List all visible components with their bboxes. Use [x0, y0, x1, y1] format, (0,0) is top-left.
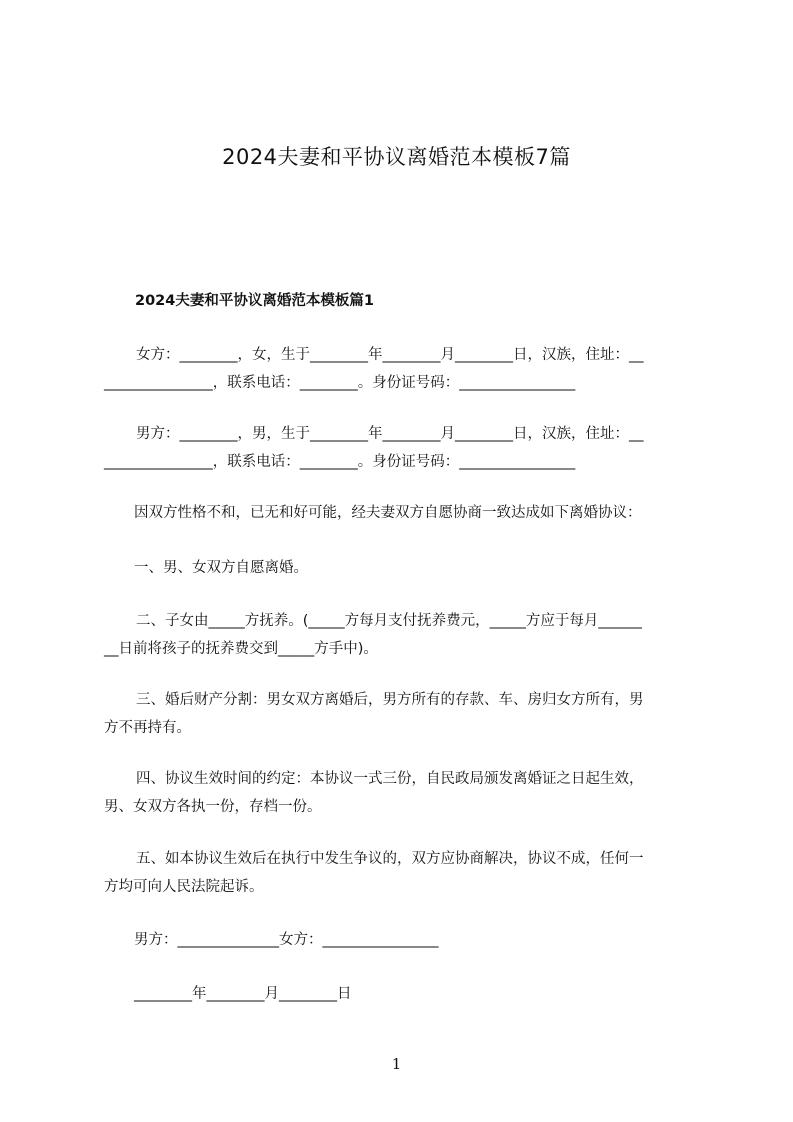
signature-text: 男方：______________女方：________________ [134, 932, 439, 948]
clause-1-line [104, 554, 704, 582]
date-line [104, 980, 704, 1008]
clause-5-text-1: 五、如本协议生效后在执行中发生争议的，双方应协商解决，协议不成，任何一 [136, 851, 644, 867]
page-number: 1 [391, 1055, 402, 1073]
woman-info-line-2 [104, 369, 704, 397]
woman-info-text-1: 女方：________，女，生于________年________月________日，汉族，住址：__ [136, 347, 644, 363]
woman-info-text-2: _______________，联系电话：________。身份证号码：________________ [104, 375, 576, 391]
clause-4-text-2: 男、女双方各执一份，存档一份。 [104, 799, 322, 815]
clause-2-line-1 [104, 607, 704, 635]
clause-2-paragraph [104, 607, 704, 663]
intro-line [104, 499, 704, 527]
clause-2-line-2 [104, 635, 704, 663]
clause-5-line-1 [104, 845, 704, 873]
clause-2-text-1: 二、子女由_____方抚养。(_____方每月支付抚养费元，_____方应于每月______ [136, 613, 642, 629]
date-paragraph [104, 980, 704, 1008]
document-title: 2024夫妻和平协议离婚范本模板7篇 [222, 145, 571, 169]
clause-3-text-2: 方不再持有。 [104, 720, 191, 736]
clause-4-text-1: 四、协议生效时间的约定：本协议一式三份，自民政局颁发离婚证之日起生效， [136, 771, 644, 787]
woman-info-line-1 [104, 341, 704, 369]
man-info-text-1: 男方：________，男，生于________年________月________日，汉族，住址：__ [136, 426, 644, 442]
clause-4-line-2 [104, 793, 704, 821]
man-info-line-2 [104, 448, 704, 476]
clause-1-paragraph [104, 554, 704, 582]
man-info-line-1 [104, 420, 704, 448]
woman-info-paragraph [104, 341, 704, 397]
clause-5-text-2: 方均可向人民法院起诉。 [104, 879, 264, 895]
intro-text: 因双方性格不和，已无和好可能，经夫妻双方自愿协商一致达成如下离婚协议： [134, 505, 642, 521]
section-heading: 2024夫妻和平协议离婚范本模板篇1 [135, 293, 374, 309]
clause-2-text-2: __日前将孩子的抚养费交到_____方手中)。 [104, 641, 378, 657]
man-info-text-2: _______________，联系电话：________。身份证号码：________________ [104, 454, 576, 470]
clause-5-line-2 [104, 873, 704, 901]
intro-paragraph [104, 499, 704, 527]
clause-4-paragraph [104, 765, 704, 821]
clause-3-text-1: 三、婚后财产分割：男女双方离婚后，男方所有的存款、车、房归女方所有，男 [136, 692, 644, 708]
man-info-paragraph [104, 420, 704, 476]
signature-paragraph [104, 926, 704, 954]
clause-5-paragraph [104, 845, 704, 901]
clause-3-line-1 [104, 686, 704, 714]
clause-3-line-2 [104, 714, 704, 742]
signature-line [104, 926, 704, 954]
clause-4-line-1 [104, 765, 704, 793]
clause-1-text: 一、男、女双方自愿离婚。 [134, 560, 308, 576]
clause-3-paragraph [104, 686, 704, 742]
date-text: ________年________月________日 [134, 986, 352, 1002]
